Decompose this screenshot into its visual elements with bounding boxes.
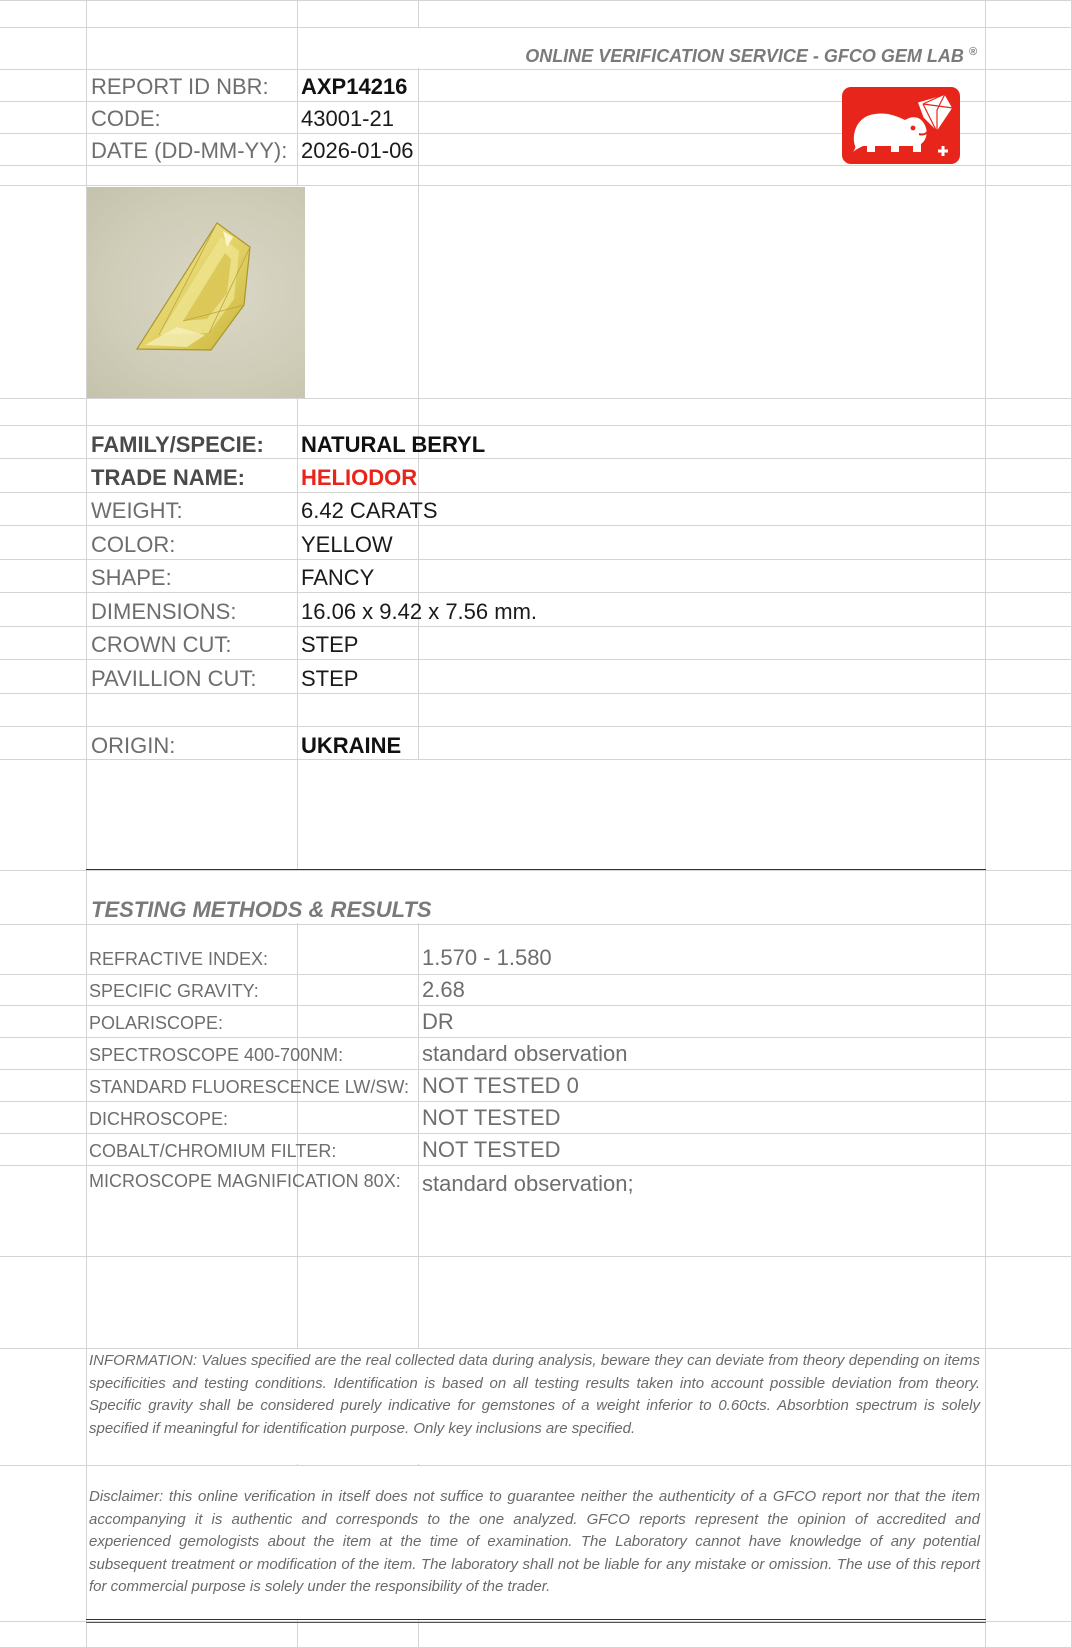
polariscope-value: DR: [422, 1009, 454, 1034]
date-label: DATE (DD-MM-YY):: [91, 138, 288, 163]
refractive-index-label: REFRACTIVE INDEX:: [89, 949, 269, 969]
elephant-diamond-logo-icon: [841, 86, 961, 165]
dichroscope-value: NOT TESTED: [422, 1105, 561, 1130]
report-id-label: REPORT ID NBR:: [91, 74, 269, 99]
weight-label: WEIGHT:: [91, 498, 183, 523]
date-value: 2026-01-06: [301, 138, 414, 163]
service-title-text: ONLINE VERIFICATION SERVICE - GFCO GEM LAB: [525, 46, 964, 66]
microscope-value: standard observation;: [422, 1171, 634, 1196]
cobalt-chromium-filter-label: COBALT/CHROMIUM FILTER:: [89, 1141, 337, 1161]
spectroscope-label: SPECTROSCOPE 400-700NM:: [89, 1045, 344, 1065]
crown-cut-value: STEP: [301, 632, 359, 657]
color-value: YELLOW: [301, 532, 393, 557]
code-value: 43001-21: [301, 106, 394, 131]
origin-label: ORIGIN:: [91, 733, 176, 758]
family-value: NATURAL BERYL: [301, 432, 486, 457]
crown-cut-label: CROWN CUT:: [91, 632, 232, 657]
cobalt-chromium-filter-value: NOT TESTED: [422, 1137, 561, 1162]
microscope-label: MICROSCOPE MAGNIFICATION 80X:: [89, 1171, 401, 1191]
polariscope-label: POLARISCOPE:: [89, 1013, 224, 1033]
fluorescence-label: STANDARD FLUORESCENCE LW/SW:: [89, 1077, 410, 1097]
spectroscope-value: standard observation: [422, 1041, 628, 1066]
yellow-gemstone-photo-icon: [87, 187, 305, 398]
shape-label: SHAPE:: [91, 565, 172, 590]
section-divider: [86, 869, 986, 870]
testing-title: TESTING METHODS & RESULTS: [91, 897, 432, 922]
dimensions-label: DIMENSIONS:: [91, 599, 237, 624]
shape-value: FANCY: [301, 565, 375, 590]
specific-gravity-value: 2.68: [422, 977, 465, 1002]
code-label: CODE:: [91, 106, 161, 131]
dichroscope-label: DICHROSCOPE:: [89, 1109, 229, 1129]
pavillion-cut-label: PAVILLION CUT:: [91, 666, 257, 691]
service-title: [525, 47, 977, 65]
fluorescence-value: NOT TESTED 0: [422, 1073, 579, 1098]
trade-name-label: TRADE NAME:: [91, 465, 245, 490]
family-label: FAMILY/SPECIE:: [91, 432, 264, 457]
gemstone-photo: [87, 187, 305, 398]
registered-mark: ®: [968, 46, 977, 58]
refractive-index-value: 1.570 - 1.580: [422, 945, 552, 970]
origin-value: UKRAINE: [301, 733, 402, 758]
weight-value: 6.42 CARATS: [301, 498, 438, 523]
color-label: COLOR:: [91, 532, 176, 557]
information-text: INFORMATION: Values specified are the real collected data during analysis, beware they can deviate from theory depending on items specificities and testing conditions. Identification is based on all testing results taken into account possible deviation from theory. Specific gravity shall be considered purely indicative for gemstones of a weight inferior to 0.60cts. Absorbtion spectrum is solely specified if meaningful for identification purpose. Only key inclusions are specified.: [89, 1352, 980, 1437]
trade-name-value: HELIODOR: [301, 465, 418, 490]
footer-divider: [86, 1619, 986, 1620]
report-id-value: AXP14216: [301, 74, 408, 99]
pavillion-cut-value: STEP: [301, 666, 359, 691]
specific-gravity-label: SPECIFIC GRAVITY:: [89, 981, 259, 1001]
gfco-logo: [841, 86, 961, 165]
disclaimer-text: Disclaimer: this online verification in itself does not suffice to guarantee neither the authenticity of a GFCO report nor that the item accompanying it is authentic and corresponds to the one analyzed. GFCO reports represent the opinion of accredited and experienced gemologists about the item at the time of examination. The Laboratory cannot have knowledge of any potential subsequent treatment or modification of the item. The laboratory shall not be liable for any mistake or omission. The use of this report for commercial purpose is solely under the responsibility of the trader.: [89, 1488, 980, 1595]
dimensions-value: 16.06 x 9.42 x 7.56 mm.: [301, 599, 538, 624]
